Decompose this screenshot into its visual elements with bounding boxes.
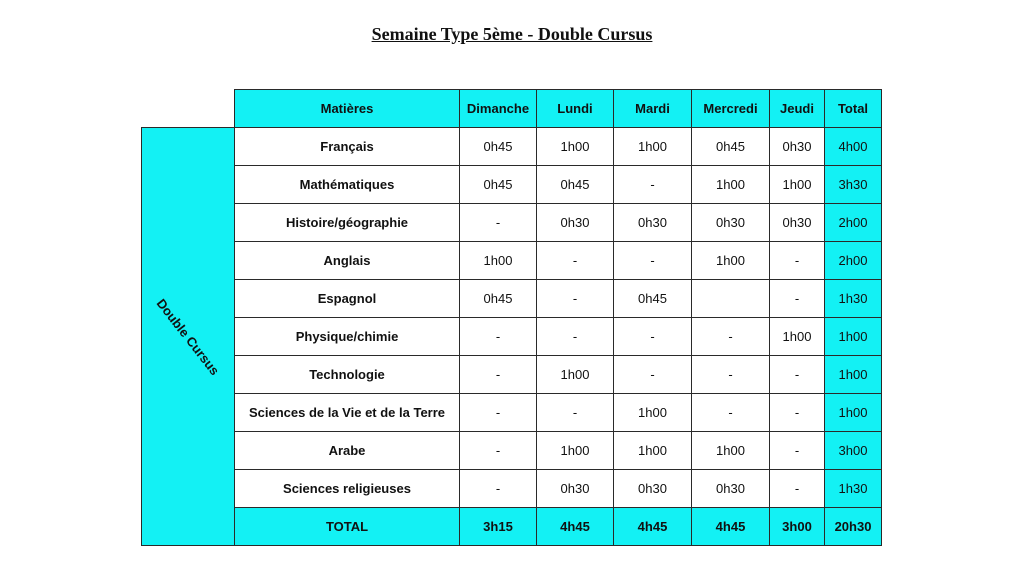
hours-cell: 1h00 — [614, 394, 692, 432]
hours-cell: 1h00 — [692, 432, 770, 470]
table-row — [142, 356, 882, 394]
subject-cell: Mathématiques — [235, 166, 460, 204]
day-total-cell: 4h45 — [692, 508, 770, 546]
row-total-cell: 1h30 — [825, 470, 882, 508]
header-row — [142, 90, 882, 128]
hours-cell: 1h00 — [692, 242, 770, 280]
hours-cell: - — [460, 394, 537, 432]
hours-cell: 0h45 — [460, 166, 537, 204]
hours-cell: 1h00 — [537, 432, 614, 470]
subject-cell: Français — [235, 128, 460, 166]
hours-cell: - — [460, 318, 537, 356]
header-cell-lundi: Lundi — [537, 90, 614, 128]
hours-cell: 0h45 — [460, 128, 537, 166]
side-label-cell — [142, 128, 235, 546]
row-total-cell: 3h00 — [825, 432, 882, 470]
row-total-cell: 1h00 — [825, 356, 882, 394]
hours-cell: 1h00 — [692, 166, 770, 204]
hours-cell: 0h30 — [692, 204, 770, 242]
row-total-cell: 1h00 — [825, 394, 882, 432]
header-cell-total: Total — [825, 90, 882, 128]
day-total-cell: 3h00 — [770, 508, 825, 546]
hours-cell: 0h45 — [692, 128, 770, 166]
schedule-table — [141, 89, 882, 546]
hours-cell: - — [770, 432, 825, 470]
grand-total-cell: 20h30 — [825, 508, 882, 546]
hours-cell: - — [460, 470, 537, 508]
hours-cell: - — [614, 356, 692, 394]
side-label: Double Cursus — [153, 295, 223, 378]
subject-cell: Histoire/géographie — [235, 204, 460, 242]
row-total-cell: 3h30 — [825, 166, 882, 204]
row-total-cell: 2h00 — [825, 242, 882, 280]
row-total-cell: 1h30 — [825, 280, 882, 318]
row-total-cell: 4h00 — [825, 128, 882, 166]
page-title: Semaine Type 5ème - Double Cursus — [371, 24, 653, 44]
hours-cell: - — [770, 242, 825, 280]
corner-cell — [142, 90, 235, 128]
subject-cell: Anglais — [235, 242, 460, 280]
day-total-cell: 3h15 — [460, 508, 537, 546]
hours-cell: - — [460, 356, 537, 394]
hours-cell: - — [614, 242, 692, 280]
hours-cell: 0h30 — [614, 204, 692, 242]
subject-cell: Sciences de la Vie et de la Terre — [235, 394, 460, 432]
table-row — [142, 394, 882, 432]
hours-cell: 0h45 — [614, 280, 692, 318]
hours-cell: - — [692, 356, 770, 394]
row-total-cell: 1h00 — [825, 318, 882, 356]
hours-cell: 0h45 — [537, 166, 614, 204]
table-row — [142, 204, 882, 242]
hours-cell: 1h00 — [614, 432, 692, 470]
header-cell-mercredi: Mercredi — [692, 90, 770, 128]
hours-cell: 0h30 — [770, 128, 825, 166]
table-row — [142, 166, 882, 204]
hours-cell: 1h00 — [614, 128, 692, 166]
hours-cell: - — [537, 394, 614, 432]
hours-cell: 0h30 — [614, 470, 692, 508]
table-row — [142, 280, 882, 318]
hours-cell: 0h30 — [537, 470, 614, 508]
hours-cell: - — [460, 204, 537, 242]
hours-cell: 1h00 — [770, 166, 825, 204]
hours-cell: 0h30 — [537, 204, 614, 242]
table-row — [142, 242, 882, 280]
hours-cell: 0h45 — [460, 280, 537, 318]
hours-cell: - — [537, 318, 614, 356]
hours-cell: - — [537, 280, 614, 318]
table-row — [142, 128, 882, 166]
total-label-cell: TOTAL — [235, 508, 460, 546]
header-cell-subject: Matières — [235, 90, 460, 128]
header-cell-jeudi: Jeudi — [770, 90, 825, 128]
hours-cell: - — [770, 394, 825, 432]
subject-cell: Technologie — [235, 356, 460, 394]
hours-cell: - — [770, 280, 825, 318]
header-cell-dimanche: Dimanche — [460, 90, 537, 128]
table-row — [142, 318, 882, 356]
hours-cell: 0h30 — [770, 204, 825, 242]
hours-cell: 1h00 — [537, 356, 614, 394]
hours-cell: - — [770, 356, 825, 394]
table-row — [142, 432, 882, 470]
hours-cell: - — [692, 394, 770, 432]
hours-cell: 1h00 — [460, 242, 537, 280]
hours-cell: - — [460, 432, 537, 470]
hours-cell: - — [614, 318, 692, 356]
hours-cell — [692, 280, 770, 318]
hours-cell: 1h00 — [770, 318, 825, 356]
subject-cell: Espagnol — [235, 280, 460, 318]
day-total-cell: 4h45 — [614, 508, 692, 546]
hours-cell: 1h00 — [537, 128, 614, 166]
subject-cell: Physique/chimie — [235, 318, 460, 356]
day-total-cell: 4h45 — [537, 508, 614, 546]
hours-cell: - — [692, 318, 770, 356]
subject-cell: Arabe — [235, 432, 460, 470]
table-row — [142, 470, 882, 508]
total-row — [142, 508, 882, 546]
header-cell-mardi: Mardi — [614, 90, 692, 128]
hours-cell: 0h30 — [692, 470, 770, 508]
hours-cell: - — [537, 242, 614, 280]
hours-cell: - — [614, 166, 692, 204]
row-total-cell: 2h00 — [825, 204, 882, 242]
hours-cell: - — [770, 470, 825, 508]
subject-cell: Sciences religieuses — [235, 470, 460, 508]
